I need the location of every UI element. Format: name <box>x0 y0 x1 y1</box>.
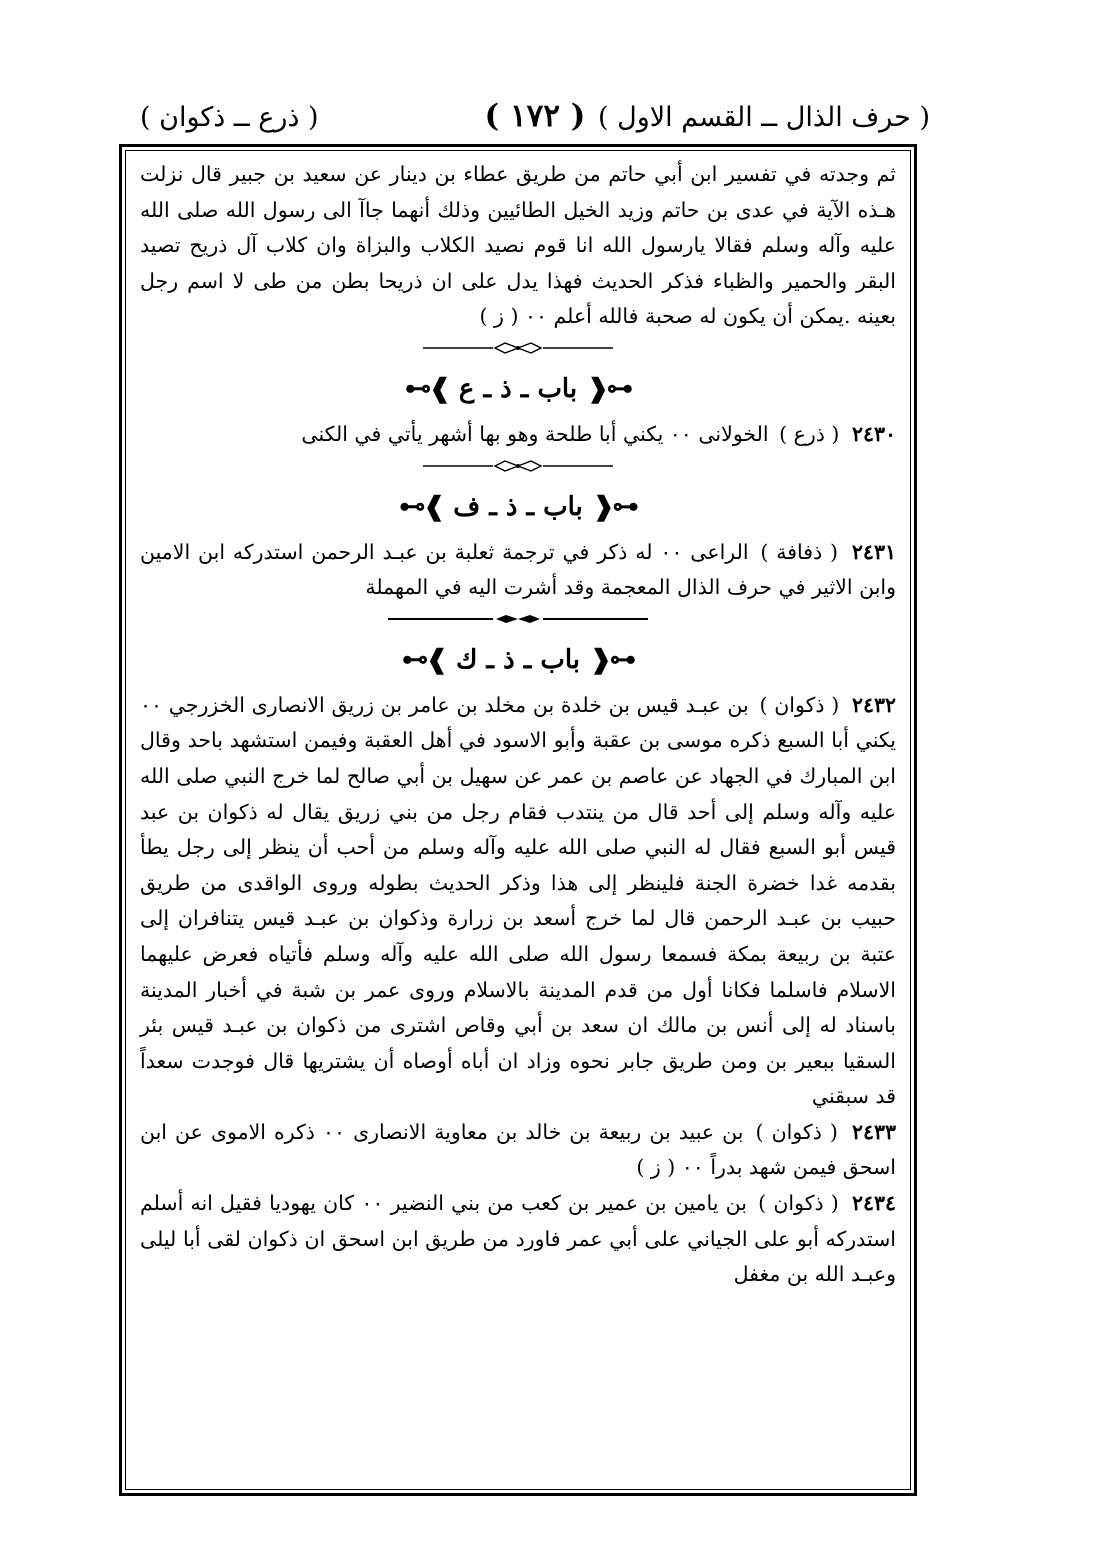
header-entry-range: ( ذرع ــ ذكوان ) <box>140 102 319 133</box>
ornamental-divider <box>140 453 896 479</box>
page-number: ( ١٧٢ ) <box>484 98 586 134</box>
heading-ornament-icon: ⊷❰ <box>587 373 631 404</box>
entry-text: بن عبـد قيس بن خلدة بن مخلد بن عامر بن زريق الانصارى الخزرجي ٠٠ يكني أبا السبع ذكره موسى بن عقبة وأبو الاسود في أهل العقبة وفيمن استشهد باحد وقال ابن المبارك في الجهاد عن عاصم بن عمر عن سهيل بن أبي صالح لما خرج النبي صلى الله عليه وآله وسلم إلى أحد قال من ينتدب فقام رجل من بني زريق يقال له ذكوان بن عبد قيس أبو السبع فقال له النبي صلى الله عليه وآله وسلم من أحب أن ينظر إلى رجل يطأ بقدمه غدا خضرة الجنة فلينظر إلى هذا وذكر الحديث بطوله وروى الواقدى من طريق حبيب بن عبـد الرحمن قال لما خرج أسعد بن زرارة وذكوان بن عبـد قيس يتنافران إلى عتبة بن ربيعة بمكة فسمعا رسول الله صلى الله عليه وآله وسلم فأتياه فعرض عليهما الاسلام فاسلما فكانا أول من قدم المدينة بالاسلام وروى عمر بن شبة في أخبار المدينة باسناد له إلى أنس بن مالك ان سعد بن أبي وقاص اشترى من ذكوان بن عبـد قيس بئر السقيا ببعير بن ومن طريق جابر نحوه وزاد ان أباه أوصاه أن يشتريها قال فوجدت سعداً قد سبقني <box>140 692 896 1109</box>
intro-paragraph: ثم وجدته في تفسير ابن أبي حاتم من طريق عطاء بن دينار عن سعيد بن جبير قال نزلت هـذه الآية في عدى بن حاتم وزيد الخيل الطائيين وذلك أنهما جاآ الى رسول الله صلى الله عليه وآله وسلم فقالا يارسول الله انا قوم نصيد الكلاب والبزاة وان كلاب آل ذريح تصيد البقر والحمير والظباء فذكر الحديث فهذا يدل على ان ذريحا بطن من طى لا اسم رجل بعينه .يمكن أن يكون له صحبة فالله أعلم ٠٠ ( ز ) <box>140 162 896 329</box>
entry <box>140 688 896 1115</box>
entry <box>140 1186 896 1293</box>
entry-number: ٢٤٣٤ <box>851 1191 896 1216</box>
section-heading-dhal-fa <box>140 479 896 535</box>
entry-name: ( ذكوان ) <box>758 1191 839 1216</box>
entry-name: ( ذكوان ) <box>759 692 840 717</box>
entry-name: ( ذفافة ) <box>760 539 839 564</box>
header-chapter-title: ( حرف الذال ــ القسم الاول ) <box>598 102 930 133</box>
divider-ornament-icon <box>423 459 613 473</box>
entry-text: الراعى ٠٠ له ذكر في ترجمة ثعلبة بن عبـد الرحمن استدركه ابن الامين وابن الاثير في حرف الذال المعجمة وقد أشرت اليه في المهملة <box>140 539 896 600</box>
entry <box>140 535 896 606</box>
page-body <box>140 157 896 1293</box>
heading-ornament-icon: ⊷❰ <box>592 491 637 522</box>
entry-number: ٢٤٣١ <box>851 539 896 564</box>
section-heading-label: باب ـ ذ ـ ع <box>458 373 578 404</box>
heading-ornament-icon: ❱⊶ <box>405 373 449 404</box>
page-header <box>140 96 930 150</box>
entry-name: ( ذكوان ) <box>755 1119 838 1144</box>
divider-ornament-icon <box>423 341 613 355</box>
entry-text: بن عبيد بن ربيعة بن خالد بن معاوية الانصارى ٠٠ ذكره الاموى عن ابن اسحق فيمن شهد بدراً ٠٠ ( ز ) <box>140 1119 896 1180</box>
entry <box>140 1115 896 1186</box>
section-heading-label: باب ـ ذ ـ ك <box>455 644 581 675</box>
entry-text: بن يامين بن عمير بن كعب من بني النضير ٠٠ كان يهوديا فقيل انه أسلم استدركه أبو على الجياني على أبي عمر فاورد من طريق ابن اسحق ان ذكوان لقى أبا ليلى وعبـد الله بن مغفل <box>140 1191 896 1287</box>
divider-ornament-icon <box>388 612 648 626</box>
entry-number: ٢٤٣٣ <box>851 1119 896 1144</box>
section-heading-dhal-ain <box>140 361 896 417</box>
heading-ornament-icon: ⊷❰ <box>590 644 634 675</box>
entry-name: ( ذرع ) <box>779 421 840 446</box>
section-heading-dhal-kaf <box>140 632 896 688</box>
ornamental-divider <box>140 606 896 632</box>
entry-text: الخولانى ٠٠ يكني أبا طلحة وهو بها أشهر يأتي في الكنى <box>301 421 769 446</box>
entry-number: ٢٤٣٠ <box>851 421 896 446</box>
heading-ornament-icon: ❱⊶ <box>399 491 444 522</box>
heading-ornament-icon: ❱⊶ <box>402 644 446 675</box>
page-frame <box>119 144 917 1496</box>
ornamental-divider <box>140 335 896 361</box>
page-frame-inner <box>125 150 911 1490</box>
entry <box>140 417 896 453</box>
entry-number: ٢٤٣٢ <box>851 692 896 717</box>
section-heading-label: باب ـ ذ ـ ف <box>453 491 583 522</box>
